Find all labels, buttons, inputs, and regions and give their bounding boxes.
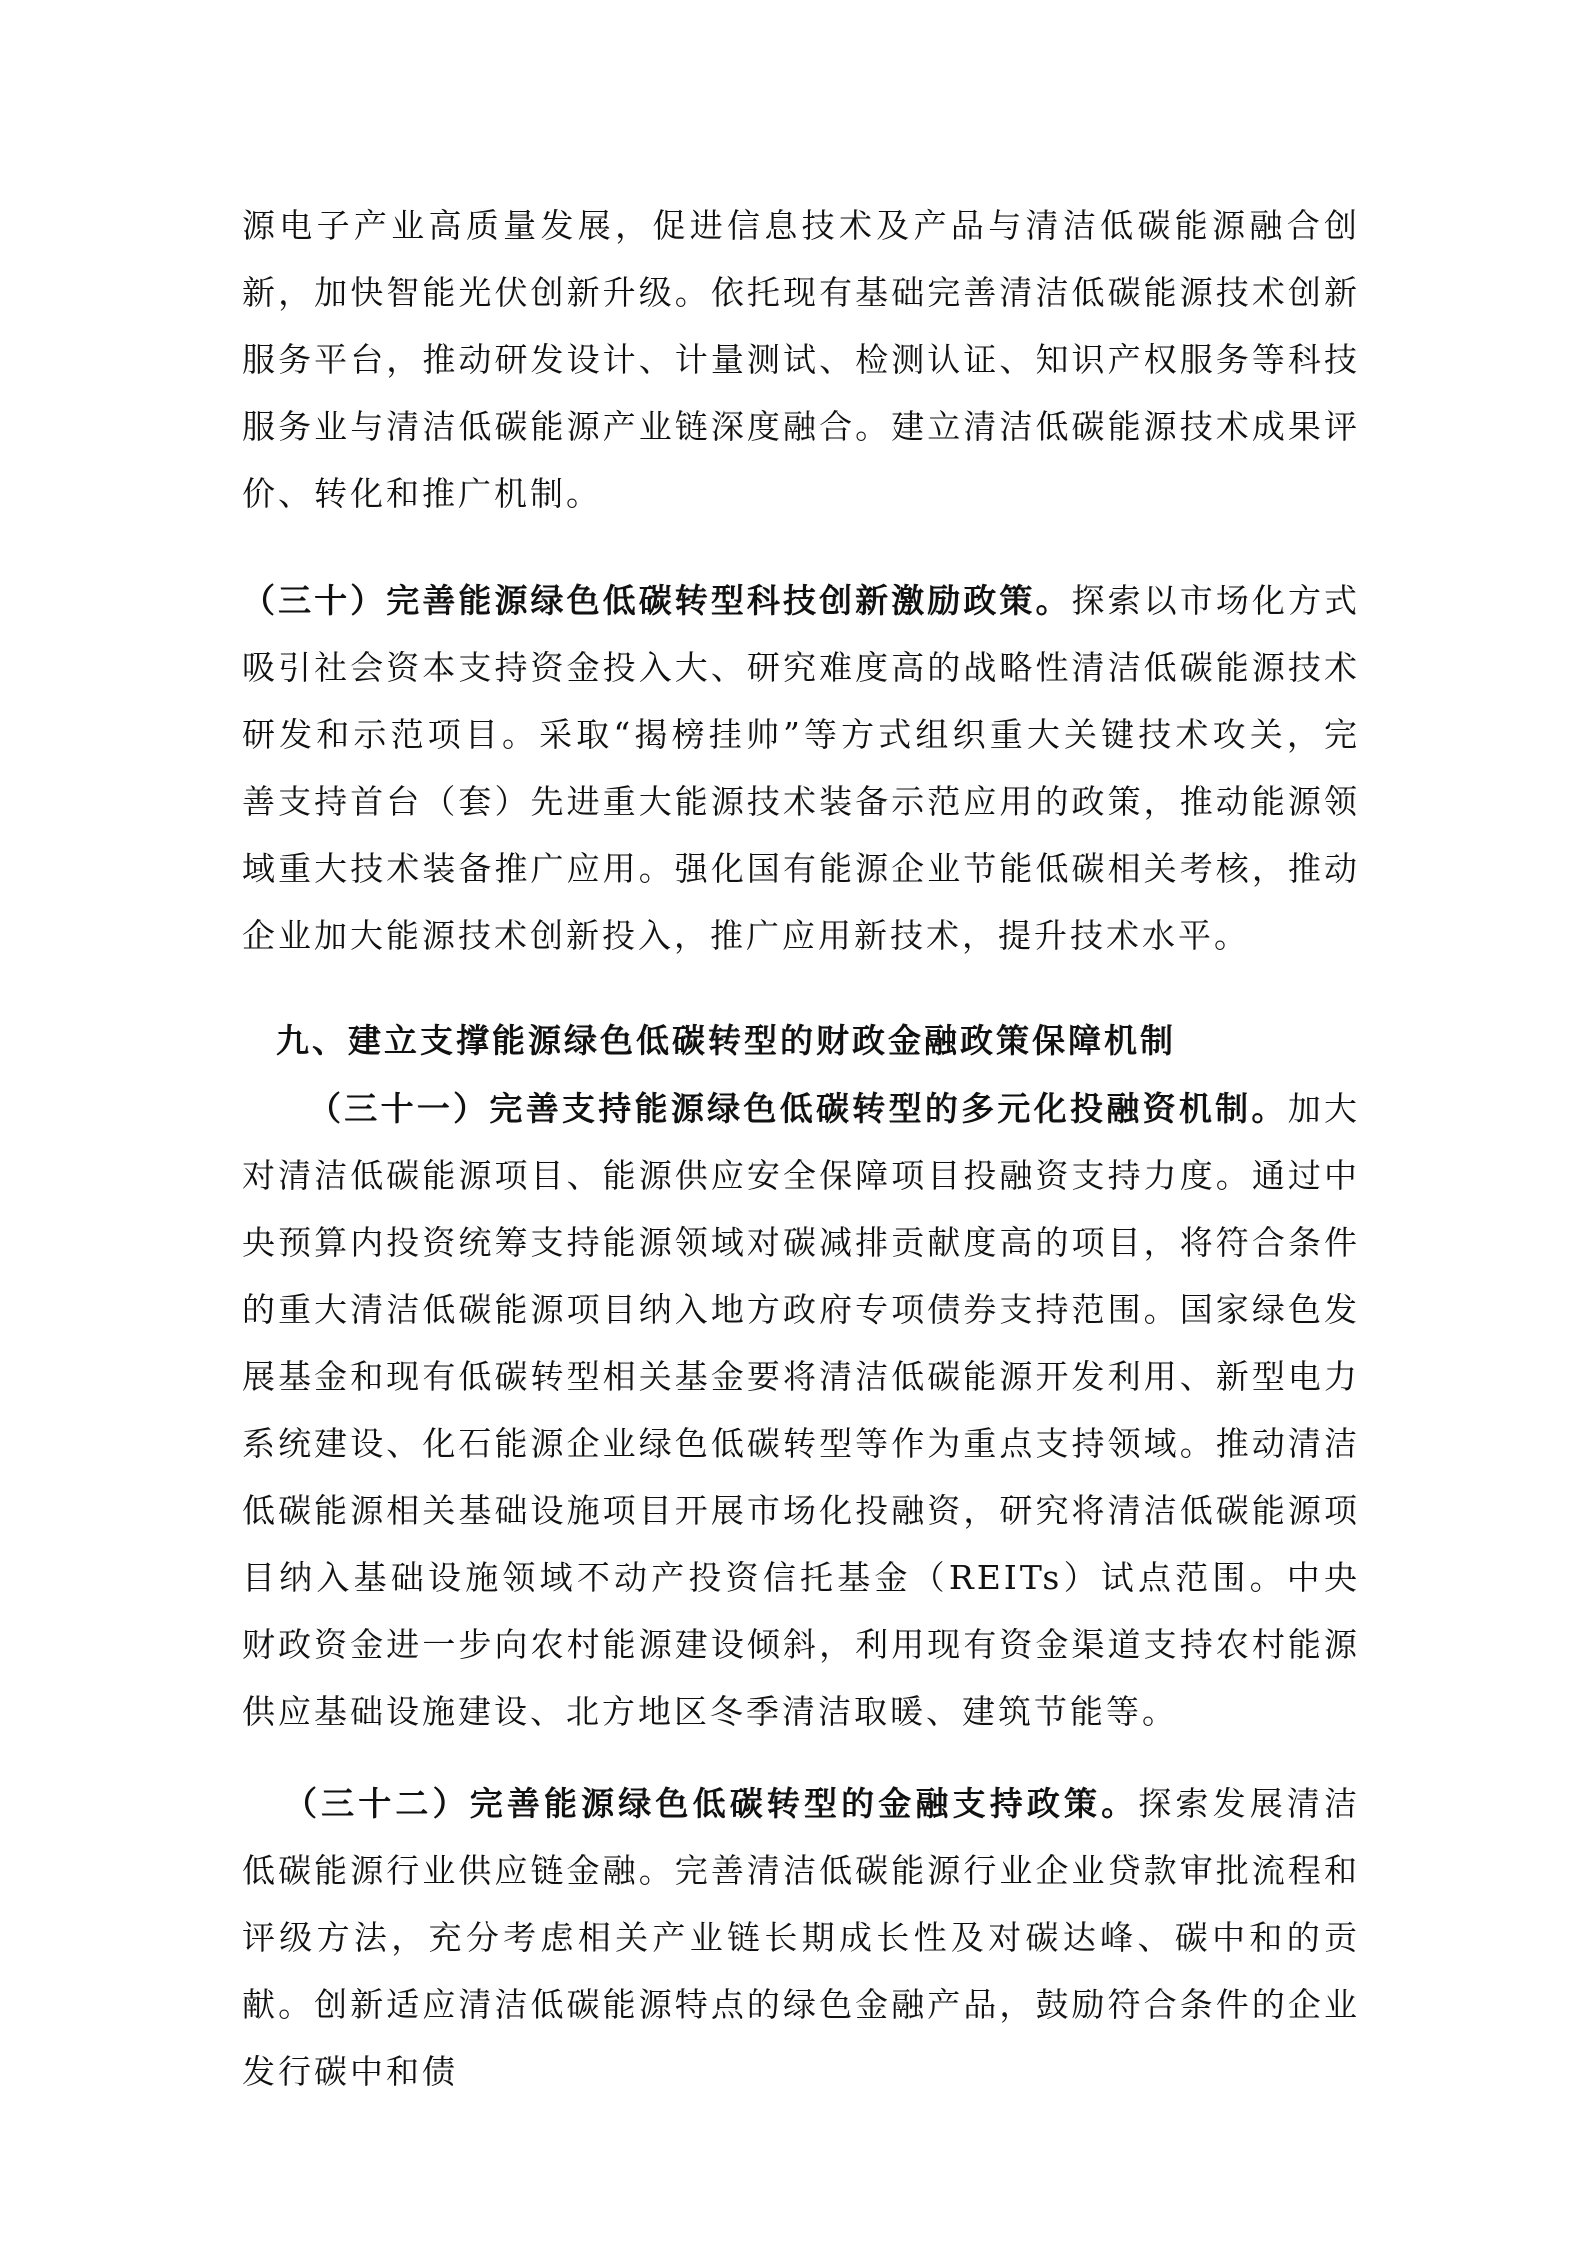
section-heading-9: 九、建立支撑能源绿色低碳转型的财政金融政策保障机制 <box>276 1021 1176 1060</box>
paragraph-1-text: 源电子产业高质量发展，促进信息技术及产品与清洁低碳能源融合创新，加快智能光伏创新升级。依托现有基础完善清洁低碳能源技术创新服务平台，推动研发设计、计量测试、检测认证、知识产权服务等科技服务业与清洁低碳能源产业链深度融合。建立清洁低碳能源技术成果评价、转化和推广机制。 <box>242 206 1360 513</box>
paragraph-32 <box>242 1770 1360 2105</box>
paragraph-1 <box>242 192 1360 527</box>
paragraph-32-lead: （三十二）完善能源绿色低碳转型的金融支持政策。 <box>284 1784 1139 1823</box>
paragraph-30-text: 探索以市场化方式吸引社会资本支持资金投入大、研究难度高的战略性清洁低碳能源技术研发和示范项目。采取“揭榜挂帅”等方式组织重大关键技术攻关，完善支持首台（套）先进重大能源技术装备示范应用的政策，推动能源领域重大技术装备推广应用。强化国有能源企业节能低碳相关考核，推动企业加大能源技术创新投入，推广应用新技术，提升技术水平。 <box>242 581 1361 955</box>
paragraph-32-text: 探索发展清洁低碳能源行业供应链金融。完善清洁低碳能源行业企业贷款审批流程和评级方法，充分考虑相关产业链长期成长性及对碳达峰、碳中和的贡献。创新适应清洁低碳能源特点的绿色金融产品，鼓励符合条件的企业发行碳中和债 <box>242 1784 1361 2091</box>
paragraph-31 <box>242 1075 1360 1745</box>
paragraph-31-text: 加大对清洁低碳能源项目、能源供应安全保障项目投融资支持力度。通过中央预算内投资统筹支持能源领域对碳减排贡献度高的项目，将符合条件的重大清洁低碳能源项目纳入地方政府专项债券支持范围。国家绿色发展基金和现有低碳转型相关基金要将清洁低碳能源开发利用、新型电力系统建设、化石能源企业绿色低碳转型等作为重点支持领域。推动清洁低碳能源相关基础设施项目开展市场化投融资，研究将清洁低碳能源项目纳入基础设施领域不动产投资信托基金（REITs）试点范围。中央财政资金进一步向农村能源建设倾斜，利用现有资金渠道支持农村能源供应基础设施建设、北方地区冬季清洁取暖、建筑节能等。 <box>242 1089 1361 1731</box>
paragraph-30-lead: （三十）完善能源绿色低碳转型科技创新激励政策。 <box>242 581 1072 620</box>
paragraph-31-lead: （三十一）完善支持能源绿色低碳转型的多元化投融资机制。 <box>308 1089 1288 1128</box>
paragraph-30 <box>242 567 1360 969</box>
